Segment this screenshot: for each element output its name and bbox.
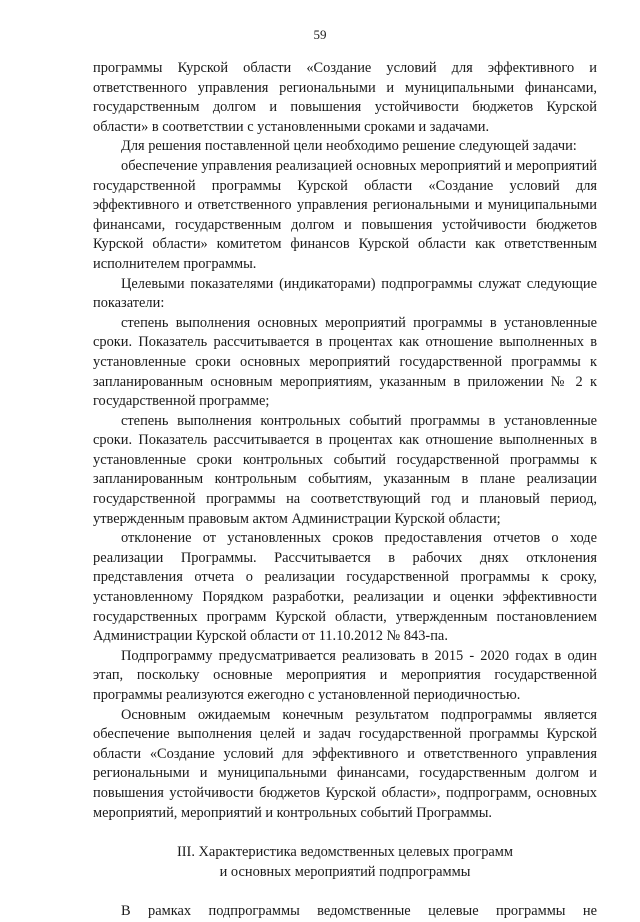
paragraph-1: программы Курской области «Создание условий для эффективного и ответственного управления региональными и муниципальными финансами, государственным долгом и повышения устойчивости бюджетов Курской области» в соответствии с установленными сроками и задачами.	[93, 60, 597, 135]
section-heading	[93, 843, 597, 882]
page-body	[93, 59, 597, 922]
paragraph-3: обеспечение управления реализацией основных мероприятий и мероприятий государственной программы Курской области «Создание условий для эффективного и ответственного управления региональными и муниципальными финансами, государственным долгом и повышения устойчивости бюджетов Курской области» комитетом финансов Курской области как ответственным исполнителем программы.	[93, 157, 597, 272]
paragraph-5: степень выполнения основных мероприятий программы в установленные сроки. Показатель рассчитывается в процентах как отношение выполненных в установленные сроки основных мероприятий государственной программы к запланированным основным мероприятиям, указанным в приложении № 2 к государственной программе;	[93, 314, 597, 410]
paragraph-2: Для решения поставленной цели необходимо решение следующей задачи:	[121, 138, 577, 155]
section-heading-line-2: и основных мероприятий подпрограммы	[219, 863, 471, 880]
page-number: 59	[313, 27, 327, 42]
paragraph-7: отклонение от установленных сроков предоставления отчетов о ходе реализации Программы. Рассчитывается в рабочих днях отклонения представления отчета о реализации государственной программы к сроку, установленному Порядком разработки, реализации и оценки эффективности государственных программ Курской области, утвержденным постановлением Администрации Курской области от 11.10.2012 № 843-па.	[93, 530, 597, 645]
section-heading-line-1: III. Характеристика ведомственных целевых программ	[176, 844, 514, 861]
paragraph-8: Подпрограмму предусматривается реализовать в 2015 - 2020 годах в один этап, поскольку основные мероприятия и мероприятия государственной программы реализуются ежегодно с установленной периодичностью.	[93, 647, 597, 703]
paragraph-4: Целевыми показателями (индикаторами) подпрограммы служат следующие показатели:	[93, 275, 597, 312]
paragraph-9: Основным ожидаемым конечным результатом подпрограммы является обеспечение выполнения целей и задач государственной программы Курской области «Создание условий для эффективного и ответственного управления региональными и муниципальными финансами, государственным долгом и повышения устойчивости бюджетов Курской области», подпрограмм, основных мероприятий, мероприятий и контрольных событий Программы.	[93, 706, 597, 821]
final-paragraph: В рамках подпрограммы ведомственные целевые программы не	[121, 903, 597, 920]
paragraph-6: степень выполнения контрольных событий программы в установленные сроки. Показатель рассчитывается в процентах как отношение выполненных в установленные сроки контрольных событий государственной программы к запланированным контрольным событиям, указанным в плане реализации государственной программы на соответствующий год и плановый период, утвержденным правовым актом Администрации Курской области;	[93, 412, 597, 527]
